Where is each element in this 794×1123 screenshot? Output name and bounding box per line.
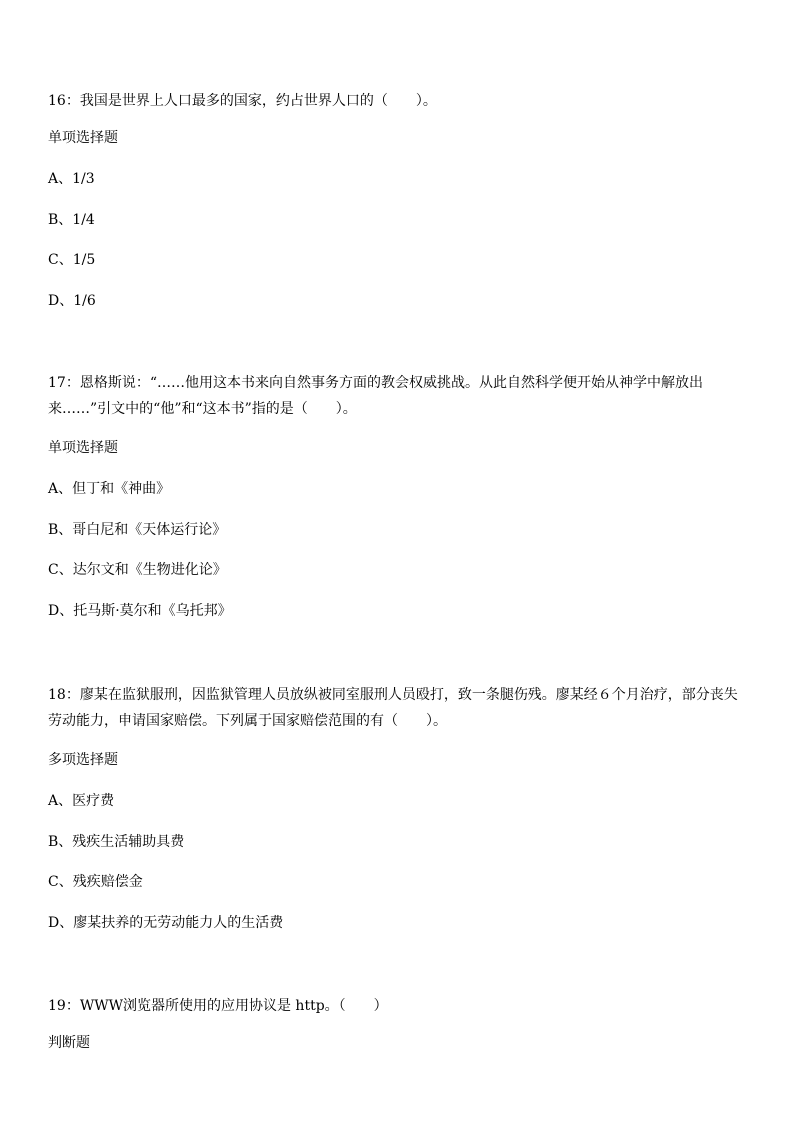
question-stem: 19：WWW浏览器所使用的应用协议是 http。（ ） [48,998,388,1014]
option-d: D、廖某扶养的无劳动能力人的生活费 [48,915,284,931]
question-18 [48,682,748,931]
question-type: 单项选择题 [48,130,118,146]
option-b: B、哥白尼和《天体运行论》 [48,522,227,538]
option-b: B、残疾生活辅助具费 [48,834,185,850]
question-type: 判断题 [48,1035,90,1051]
option-a: A、医疗费 [48,793,115,809]
question-19 [48,993,748,1051]
question-stem: 18：廖某在监狱服刑，因监狱管理人员放纵被同室服刑人员殴打，致一条腿伤残。廖某经６个月治疗，部分丧失劳动能力，申请国家赔偿。下列属于国家赔偿范围的有（ ）。 [48,687,738,729]
option-a: A、但丁和《神曲》 [48,481,171,497]
option-c: C、达尔文和《生物进化论》 [48,562,227,578]
question-stem: 16：我国是世界上人口最多的国家，约占世界人口的（ ）。 [48,93,437,109]
question-17 [48,370,748,619]
option-a: A、1/3 [48,171,95,187]
question-type: 单项选择题 [48,440,118,456]
option-d: D、托马斯·莫尔和《乌托邦》 [48,603,232,619]
option-c: C、1/5 [48,252,96,268]
question-stem: 17：恩格斯说：“……他用这本书来向自然事务方面的教会权威挑战。从此自然科学便开始从神学中解放出来……”引文中的“他”和“这本书”指的是（ ）。 [48,375,703,417]
option-c: C、残疾赔偿金 [48,874,143,890]
question-16 [48,88,748,309]
question-type: 多项选择题 [48,752,118,768]
option-d: D、1/6 [48,293,96,309]
option-b: B、1/4 [48,212,95,228]
